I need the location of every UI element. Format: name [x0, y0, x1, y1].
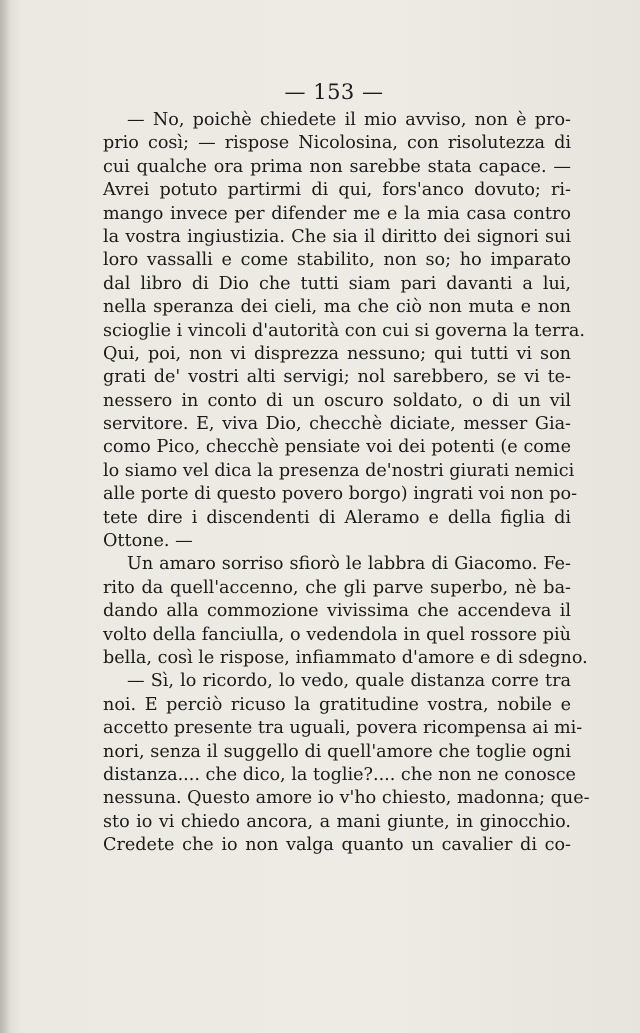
text-line: sto io vi chiedo ancora, a mani giunte, in ginocchio. [103, 811, 571, 832]
text-line: cui qualche ora prima non sarebbe stata capace. — [103, 156, 571, 177]
page-number: — 153 — [284, 80, 384, 104]
text-line: Ottone. — [103, 531, 193, 552]
text-line: Qui, poi, non vi disprezza nessuno; qui tutti vi son [103, 343, 571, 364]
text-line: tete dire i discendenti di Aleramo e della figlia di [103, 507, 571, 528]
text-line: nessero in conto di un oscuro soldato, o di un vil [103, 390, 571, 411]
text-line: dal libro di Dio che tutti siam pari davanti a lui, [103, 273, 571, 294]
text-line: — No, poichè chiedete il mio avviso, non è pro- [127, 110, 571, 130]
text-line: nella speranza dei cieli, ma che ciò non muta e non [103, 297, 571, 318]
text-line: Un amaro sorriso sfiorò le labbra di Giacomo. Fe- [127, 554, 571, 575]
text-line: la vostra ingiustizia. Che sia il diritto dei signori sui [103, 226, 571, 247]
text-line: Credete che io non valga quanto un cavalier di co- [103, 835, 571, 856]
text-line: alle porte di questo povero borgo) ingrati voi non po- [103, 484, 578, 505]
text-line: volto della fanciulla, o vedendola in quel rossore più [103, 624, 571, 645]
text-line: — Sì, lo ricordo, lo vedo, quale distanza corre tra [127, 671, 571, 692]
text-line: accetto presente tra uguali, povera ricompensa ai mi- [103, 718, 583, 739]
text-line: scioglie i vincoli d'autorità con cui si governa la terra. [103, 320, 585, 341]
text-line: como Pico, checchè pensiate voi dei potenti (e come [103, 437, 571, 458]
text-line: dando alla commozione vivissima che accendeva il [103, 601, 571, 622]
text-line: servitore. E, viva Dio, checchè diciate, messer Gia- [103, 414, 571, 435]
body-text [103, 109, 590, 858]
text-line: bella, così le rispose, infiammato d'amore e di sdegno. [103, 647, 588, 668]
text-line: loro vassalli e come stabilito, non so; ho imparato [103, 250, 571, 271]
text-line: Avrei potuto partirmi di qui, fors'anco dovuto; ri- [103, 180, 571, 201]
text-line: distanza.... che dico, la toglie?.... che non ne conosce [103, 764, 576, 785]
text-line: lo siamo vel dica la presenza de'nostri giurati nemici [103, 460, 575, 481]
text-line: nori, senza il suggello di quell'amore che toglie ogni [103, 741, 571, 762]
binding-gutter-shadow [0, 0, 10, 1033]
text-line: prio così; — rispose Nicolosina, con risolutezza di [103, 133, 571, 154]
text-line: nessuna. Questo amore io v'ho chiesto, madonna; que- [103, 788, 590, 809]
text-line: mango invece per difender me e la mia casa contro [103, 203, 571, 224]
text-line: grati de' vostri alti servigi; nol sarebbero, se vi te- [103, 367, 571, 388]
text-line: rito da quell'accenno, che gli parve superbo, nè ba- [103, 577, 571, 598]
text-line: noi. E perciò ricuso la gratitudine vostra, nobile e [103, 694, 571, 715]
